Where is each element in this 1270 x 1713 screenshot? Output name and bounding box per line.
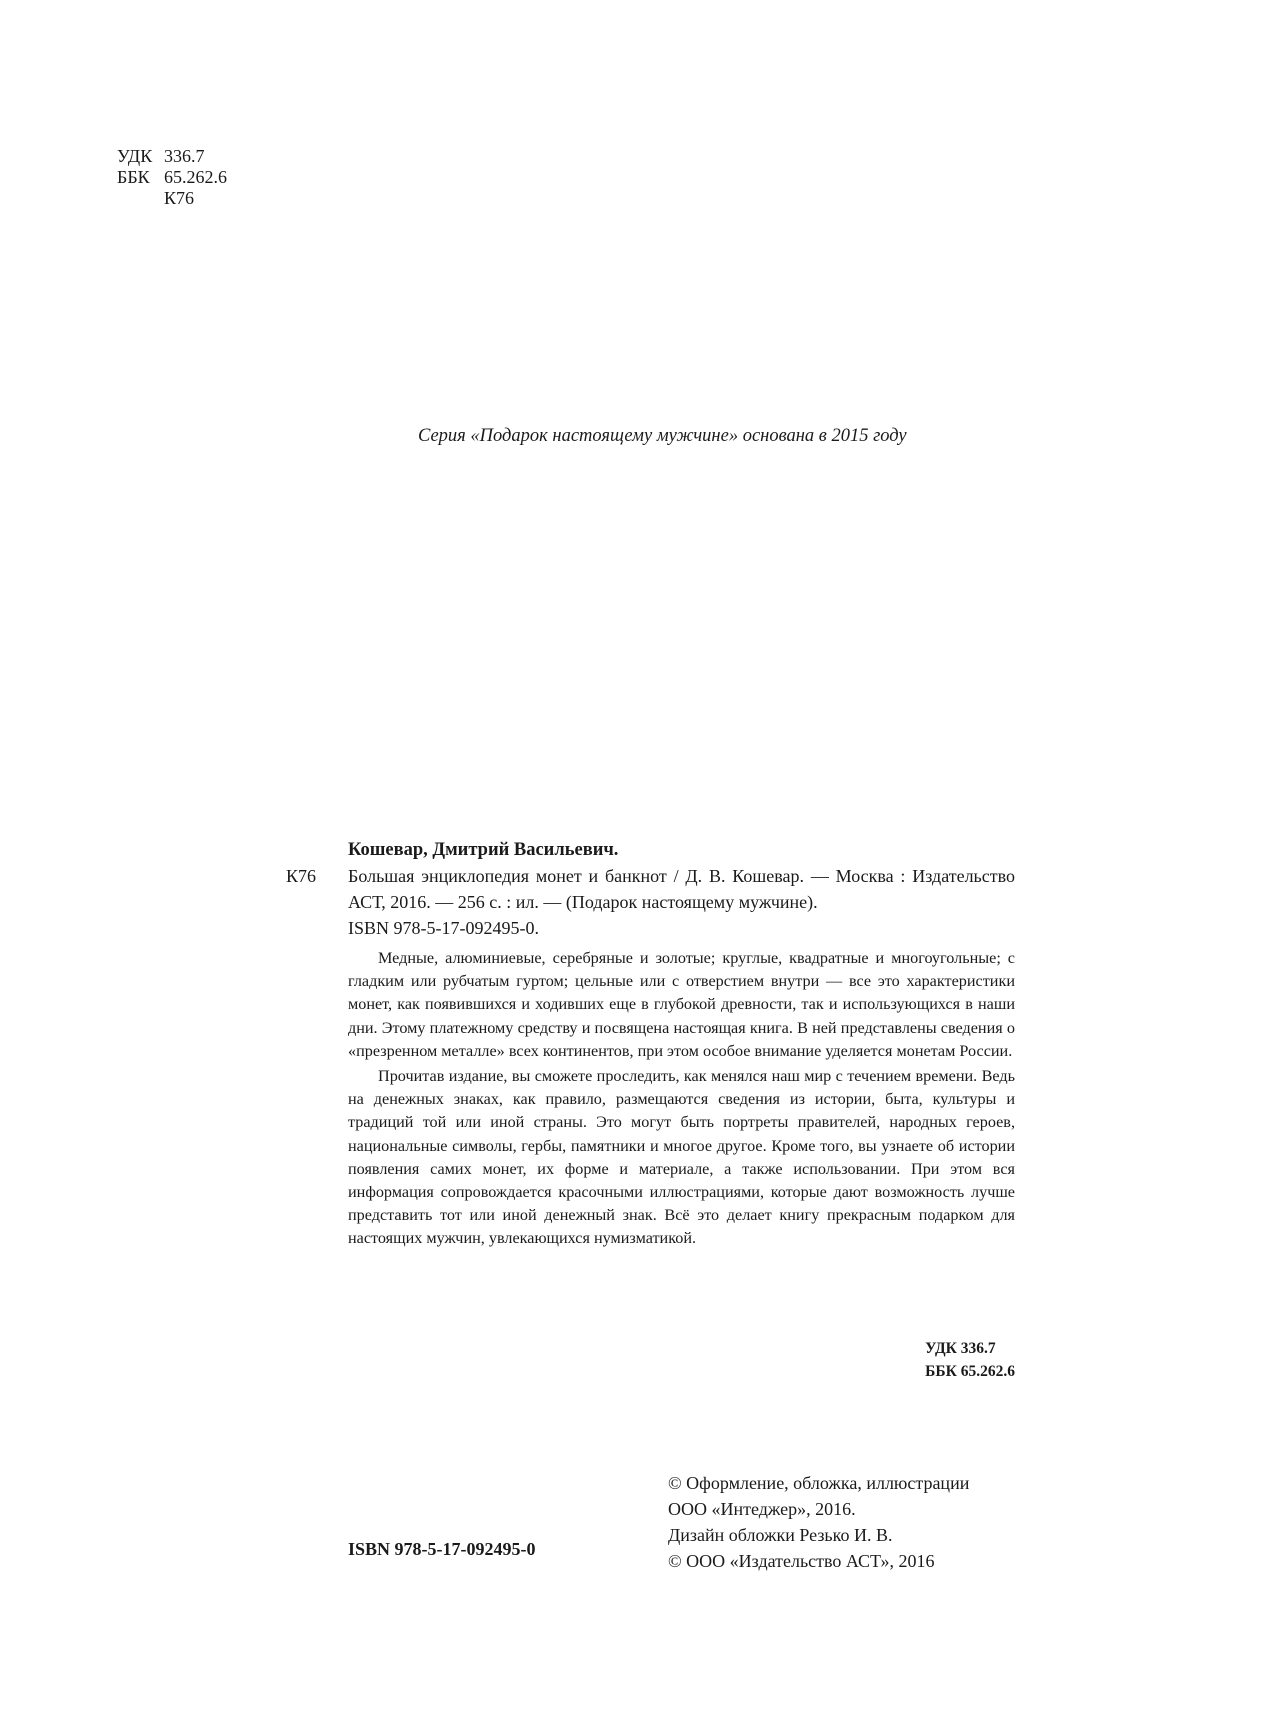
top-classification-block	[117, 146, 227, 209]
bbk-value: 65.262.6	[164, 167, 227, 187]
isbn-bottom: ISBN 978-5-17-092495-0	[348, 1539, 536, 1559]
record-isbn: ISBN 978-5-17-092495-0.	[348, 918, 539, 938]
annotation-paragraph-1: Медные, алюминиевые, серебряные и золотые; круглые, квадратные и многоугольные; с гладким или рубчатым гуртом; цельные или с отверстием внутри — все это характеристики монет, как появившихся и ходивших еще в глубокой древности, так и использующихся в наши дни. Этому платежному средству и посвящена настоящая книга. В ней представлены сведения о «презренном металле» всех континентов, при этом особое внимание уделяется монетам России.	[348, 949, 1015, 1060]
bbk-row	[117, 167, 227, 188]
catalog-mark: К76	[286, 866, 317, 886]
annotation-paragraph-2: Прочитав издание, вы сможете проследить, как менялся наш мир с течением времени. Ведь на денежных знаках, как правило, размещаются сведения из истории, быта, культуры и традиций той или иной страны. Это могут быть портреты правителей, народных героев, национальные символы, гербы, памятники и многое другое. Кроме того, вы узнаете об истории появления самих монет, их форме и материале, а также использовании. При этом вся информация сопровождается красочными иллюстрациями, которые дают возможность лучше представить тот или иной денежный знак. Всё это делает книгу прекрасным подарком для настоящих мужчин, увлекающихся нумизматикой.	[348, 1067, 1015, 1248]
copyright-line-3: Дизайн обложки Резько И. В.	[668, 1525, 893, 1545]
series-note: Серия «Подарок настоящему мужчине» основана в 2015 году	[418, 426, 907, 446]
copyright-line-2: ООО «Интеджер», 2016.	[668, 1499, 856, 1519]
udk-value: 336.7	[164, 146, 205, 166]
udk-row	[117, 146, 227, 167]
author-mark: К76	[164, 188, 195, 208]
copyright-line-1: © Оформление, обложка, иллюстрации	[668, 1473, 970, 1493]
bbk-label: ББК	[117, 167, 150, 187]
udk-label: УДК	[117, 146, 153, 166]
bottom-classification-block	[925, 1337, 1015, 1383]
bibliographic-record	[286, 837, 1015, 1253]
copyright-line-4: © ООО «Издательство АСТ», 2016	[668, 1551, 935, 1571]
copyright-block	[668, 1470, 1028, 1574]
bottom-bbk: ББК 65.262.6	[925, 1363, 1015, 1380]
record-entry: Большая энциклопедия монет и банкнот / Д. В. Кошевар. — Москва : Издательство АСТ, 2016. — 256 с. : ил. — (Подарок настоящему мужчине).	[348, 866, 1015, 912]
record-author: Кошевар, Дмитрий Васильевич.	[348, 840, 619, 860]
bottom-udk: УДК 336.7	[925, 1340, 996, 1357]
